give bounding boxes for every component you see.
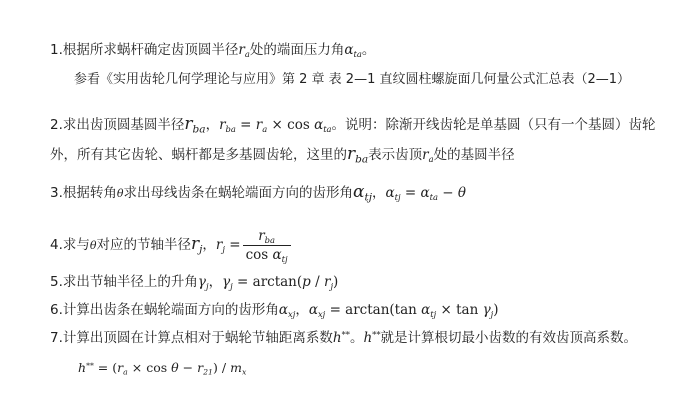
- var-r: $r_a$: [238, 42, 250, 59]
- step-7: 7.计算出顶圆在计算点相对于蜗轮节轴距离系数h**。h**就是计算根切最小齿数的有效齿顶高系数。: [50, 329, 638, 346]
- var-r-ba: $r_{ba}$: [184, 114, 206, 136]
- step-number: 4.: [50, 237, 63, 253]
- var-gamma-j: $\gamma_j$: [197, 274, 209, 291]
- var-h-star: h**: [332, 329, 350, 346]
- var-alpha: $\alpha_{ta}$: [344, 42, 362, 59]
- var-r-a: $r_a$: [422, 147, 434, 164]
- step-number: 1.: [50, 42, 63, 58]
- var-theta: θ: [89, 239, 97, 252]
- var-r-ba: $r_{ba}$: [347, 144, 369, 166]
- reference-text: 参看《实用齿轮几何学理论与应用》第 2 章 表 2—1 直纹圆柱螺旋面几何量公式汇总表（2—1）: [74, 72, 631, 87]
- step-number: 3.: [50, 185, 63, 201]
- reference-note: [74, 70, 700, 90]
- formula-rj: $r_j$ = $\frac{r_{ba}}{\cos \alpha_{tj}}$: [216, 237, 293, 253]
- step-2-continued: 外，所有其它齿轮、蜗杆都是多基圆齿轮，这里的$r_{ba}$表示齿顶$r_a$处的基圆半径: [50, 144, 515, 166]
- formula-rba: $r_{ba} = r_a \times \cos \alpha_{ta}$: [219, 117, 332, 134]
- step-note: 。说明：除渐开线齿轮是单基圆（只有一个基圆）齿轮: [331, 117, 656, 133]
- step-number: 7.: [50, 330, 63, 346]
- formula-alpha-xj: $\alpha_{xj} = \arctan(\tan$ $\alpha_{tj} \times \tan \gamma_j$): [308, 302, 499, 319]
- fraction: $\frac{r_{ba}}{\cos \alpha_{tj}}$: [243, 228, 291, 263]
- step-1: 1.根据所求蜗杆确定齿顶圆半径$r_a$处的端面压力角$\alpha_{ta}$。: [50, 42, 376, 59]
- step-number: 2.: [50, 117, 63, 133]
- step-text-2: 处的端面压力角: [249, 42, 345, 58]
- var-theta: θ: [116, 187, 124, 200]
- var-h-star: h**: [363, 329, 381, 346]
- formula-gamma-j: $\gamma_j = \arctan(p / r_j)$: [222, 274, 339, 291]
- step-2: 2.求出齿顶圆基圆半径$r_{ba}$，$r_{ba} = r_a \times \cos \alpha_{ta}$。说明：除渐开线齿轮是单基圆（只有一个基圆）齿轮: [50, 114, 656, 136]
- formula-alpha-tj: $\alpha_{tj} = \alpha_{ta} - \theta$: [385, 185, 466, 202]
- var-r-j: $r_j$: [191, 234, 203, 256]
- var-alpha-xj: $\alpha_{xj}$: [278, 302, 296, 319]
- step-text: 根据所求蜗杆确定齿顶圆半径: [62, 42, 239, 58]
- step-number: 6.: [50, 302, 63, 318]
- var-alpha-tj: $\alpha_{tj}$: [353, 182, 372, 204]
- step-5: 5.求出节轴半径上的升角$\gamma_j$，$\gamma_j = \arctan(p / r_j)$: [50, 274, 339, 291]
- step-3: 3.根据转角θ求出母线齿条在蜗轮端面方向的齿形角$\alpha_{tj}$，$\alpha_{tj} = \alpha_{ta} - \theta$: [50, 182, 466, 204]
- step-number: 5.: [50, 274, 63, 290]
- step-text: 求出齿顶圆基圆半径: [62, 117, 185, 133]
- formula-h-star: $h^{**} = (r_a \times \cos \theta - r_{21}) / m_x$: [78, 360, 247, 377]
- step-6: 6.计算出齿条在蜗轮端面方向的齿形角$\alpha_{xj}$，$\alpha_{xj} = \arctan(\tan$ $\alpha_{tj} \times \tan \gamma_j$): [50, 302, 499, 319]
- step-4: 4.求与θ对应的节轴半径$r_j$，$r_j$ = $\frac{r_{ba}}{\cos \alpha_{tj}}$: [50, 226, 690, 264]
